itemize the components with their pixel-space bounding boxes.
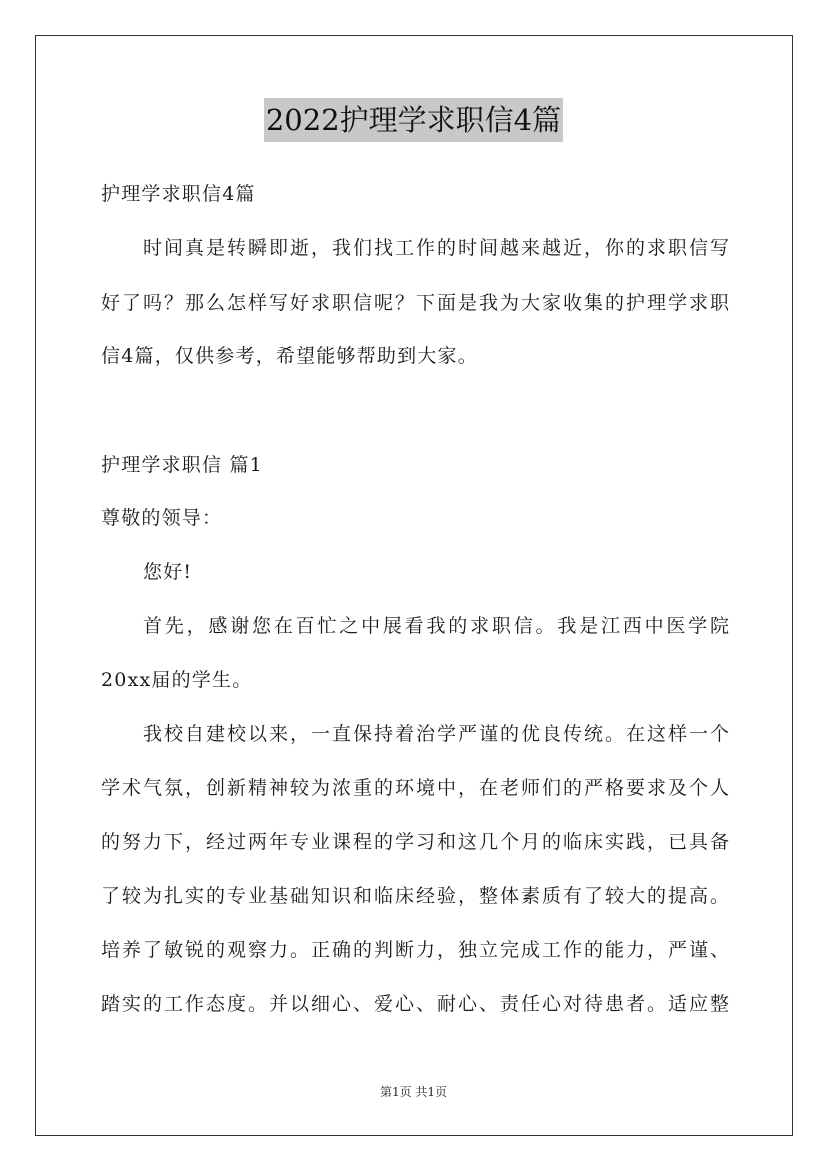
greeting: 您好! xyxy=(143,561,193,583)
paragraph2-line-1: 我校自建校以来，一直保持着治学严谨的优良传统。在这样一个 xyxy=(143,723,729,745)
paragraph2-line-4: 了较为扎实的专业基础知识和临床经验，整体素质有了较大的提高。 xyxy=(101,885,729,907)
paragraph2-line-2: 学术气氛，创新精神较为浓重的环境中，在老师们的严格要求及个人 xyxy=(101,777,729,799)
title-container xyxy=(0,98,827,142)
intro-line-1: 时间真是转瞬即逝，我们找工作的时间越来越近，你的求职信写 xyxy=(143,237,729,259)
intro-line-2: 好了吗？那么怎样写好求职信呢？下面是我为大家收集的护理学求职 xyxy=(101,292,729,314)
salutation: 尊敬的领导： xyxy=(101,507,223,529)
paragraph2-line-3: 的努力下，经过两年专业课程的学习和这几个月的临床实践，已具备 xyxy=(101,831,729,853)
paragraph1-line-1: 首先，感谢您在百忙之中展看我的求职信。我是江西中医学院 xyxy=(143,615,729,637)
document-subtitle: 护理学求职信4篇 xyxy=(101,183,256,205)
paragraph2-line-5: 培养了敏锐的观察力。正确的判断力，独立完成工作的能力，严谨、 xyxy=(101,939,729,961)
document-title: 2022护理学求职信4篇 xyxy=(264,98,563,142)
intro-line-3: 信4篇，仅供参考，希望能够帮助到大家。 xyxy=(101,345,478,367)
paragraph1-line-2: 20xx届的学生。 xyxy=(101,669,253,691)
section-heading: 护理学求职信 篇1 xyxy=(101,454,263,476)
page-footer: 第1页 共1页 xyxy=(379,1085,448,1099)
paragraph2-line-6: 踏实的工作态度。并以细心、爱心、耐心、责任心对待患者。适应整 xyxy=(101,993,729,1015)
